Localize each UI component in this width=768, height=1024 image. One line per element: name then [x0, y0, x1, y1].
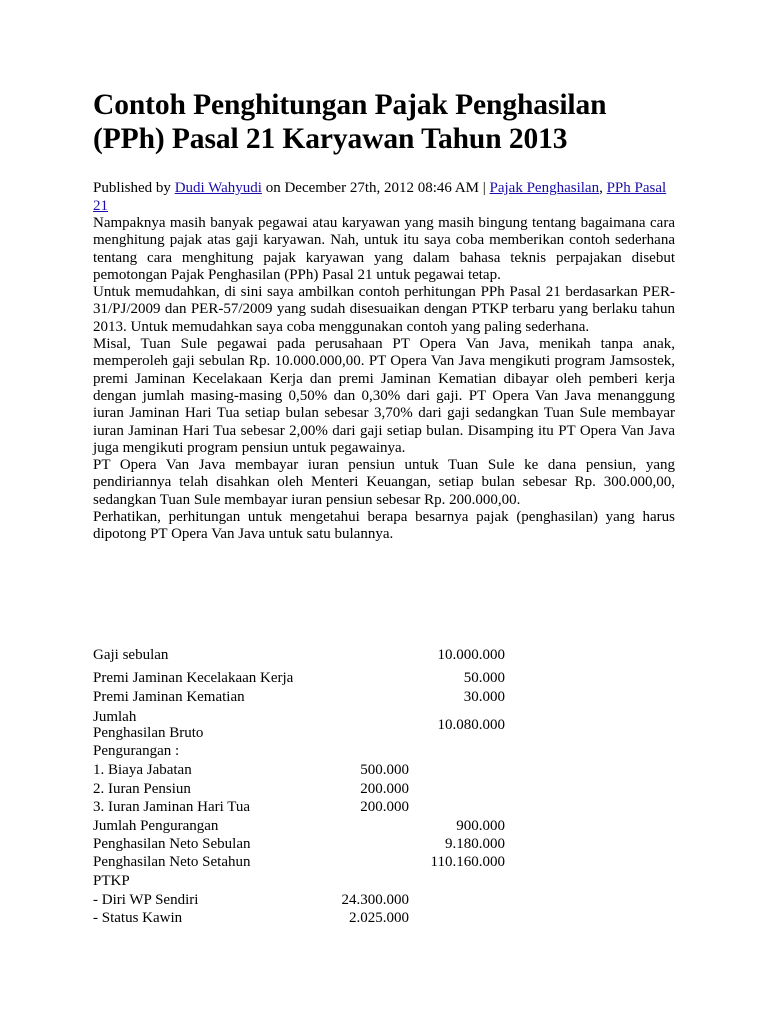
calc-label: 3. Iuran Jaminan Hari Tua: [93, 799, 251, 815]
paragraph-intro: Nampaknya masih banyak pegawai atau karyawan yang masih bingung tentang bagaimana cara menghitung pajak atas gaji karyawan. Nah, untuk itu saya coba memberikan contoh sederhana tentang cara menghitung pajak karyawan yang dalam bahasa teknis perpajakan disebut pemotongan Pajak Penghasilan (PPh) Pasal 21 untuk pegawai tetap.: [93, 215, 675, 283]
calc-value: 2.025.000: [349, 910, 409, 926]
article-title-line-2: (PPh) Pasal 21 Karyawan Tahun 2013: [93, 123, 568, 155]
calc-label: 1. Biaya Jabatan: [93, 762, 192, 778]
calc-label: - Diri WP Sendiri: [93, 892, 199, 908]
calc-label: Penghasilan Neto Setahun: [93, 854, 251, 870]
calc-value: 200.000: [360, 799, 409, 815]
calc-section-header: PTKP: [93, 873, 130, 889]
calc-label: Premi Jaminan Kematian: [93, 689, 245, 705]
calc-row-ptkp-header: [93, 872, 513, 890]
calc-label: 2. Iuran Pensiun: [93, 781, 191, 797]
paragraph-calculation-intro: Perhatikan, perhitungan untuk mengetahui berapa besarnya pajak (penghasilan) yang harus dipotong PT Opera Van Java untuk satu bulannya.: [93, 509, 675, 543]
category-link-pajak-penghasilan[interactable]: Pajak Penghasilan: [489, 180, 600, 196]
paragraph-pension: PT Opera Van Java membayar iuran pensiun untuk Tuan Sule ke dana pensiun, yang pendiriannya telah disahkan oleh Menteri Keuangan, setiap bulan sebesar Rp. 300.000,00, sedangkan Tuan Sule membayar iuran pensiun sebesar Rp. 200.000,00.: [93, 457, 675, 508]
category-link-pph-pasal-21[interactable]: PPh Pasal 21: [93, 180, 667, 214]
calc-row-status-kawin: [93, 909, 513, 927]
byline: [93, 179, 675, 215]
calc-label: Jumlah Pengurangan: [93, 818, 219, 834]
paragraph-example: Misal, Tuan Sule pegawai pada perusahaan PT Opera Van Java, menikah tanpa anak, memperoleh gaji sebulan Rp. 10.000.000,00. PT Opera Van Java mengikuti program Jamsostek, premi Jaminan Kecelakaan Kerja dan premi Jaminan Kematian dibayar oleh pemberi kerja dengan jumlah masing-masing 0,50% dan 0,30% dari gaji. PT Opera Van Java menanggung iuran Jaminan Hari Tua setiap bulan sebesar 3,70% dari gaji sedangkan Tuan Sule membayar iuran Jaminan Hari Tua sebesar 2,00% dari gaji setiap bulan. Disamping itu PT Opera Van Java juga mengikuti program pensiun untuk pegawainya.: [93, 336, 675, 456]
calc-section-header: Pengurangan :: [93, 743, 180, 759]
calc-row-gaji-sebulan: [93, 646, 513, 664]
author-link[interactable]: Dudi Wahyudi: [174, 180, 262, 196]
paragraph-basis: Untuk memudahkan, di sini saya ambilkan contoh perhitungan PPh Pasal 21 berdasarkan PER-31/PJ/2009 dan PER-57/2009 yang sudah disesuaikan dengan PTKP terbaru yang berlaku tahun 2013. Untuk memudahkan saya coba menggunakan contoh yang paling sederhana.: [93, 284, 675, 335]
calc-row-pengurangan-header: [93, 742, 513, 760]
calc-label: Penghasilan Bruto: [93, 725, 204, 741]
calc-value: 24.300.000: [341, 892, 409, 908]
calc-value: 200.000: [360, 781, 409, 797]
calc-value: 9.180.000: [445, 836, 505, 852]
calc-label: Penghasilan Neto Sebulan: [93, 836, 251, 852]
byline-prefix: Published by: [93, 180, 175, 196]
calc-value: 500.000: [360, 762, 409, 778]
calc-value: 50.000: [463, 670, 505, 686]
byline-date: on December 27th, 2012 08:46 AM |: [261, 180, 490, 196]
article-title: [93, 88, 675, 156]
calc-row-jumlah-pengurangan: [93, 817, 513, 835]
calc-row-biaya-jabatan: [93, 761, 513, 779]
calc-value: 10.000.000: [437, 647, 505, 663]
calc-row-premi-jkk: [93, 669, 513, 687]
calc-row-jumlah-label-2: [93, 724, 513, 742]
calc-row-iuran-pensiun: [93, 780, 513, 798]
calc-label: Premi Jaminan Kecelakaan Kerja: [93, 670, 294, 686]
calc-label: Jumlah: [93, 709, 137, 725]
calc-value: 30.000: [463, 689, 505, 705]
calc-row-neto-setahun: [93, 853, 513, 871]
article-title-line-1: Contoh Penghitungan Pajak Penghasilan: [93, 89, 607, 121]
calc-row-premi-jk: [93, 688, 513, 706]
byline-separator: ,: [599, 180, 607, 196]
calc-value: 110.160.000: [430, 854, 505, 870]
calc-value: 10.080.000: [437, 717, 505, 733]
calc-row-diri-wp: [93, 891, 513, 909]
calc-value: 900.000: [456, 818, 505, 834]
calc-row-iuran-jht: [93, 798, 513, 816]
calc-row-neto-sebulan: [93, 835, 513, 853]
calc-label: - Status Kawin: [93, 910, 183, 926]
article: [93, 88, 675, 544]
calc-label: Gaji sebulan: [93, 647, 169, 663]
